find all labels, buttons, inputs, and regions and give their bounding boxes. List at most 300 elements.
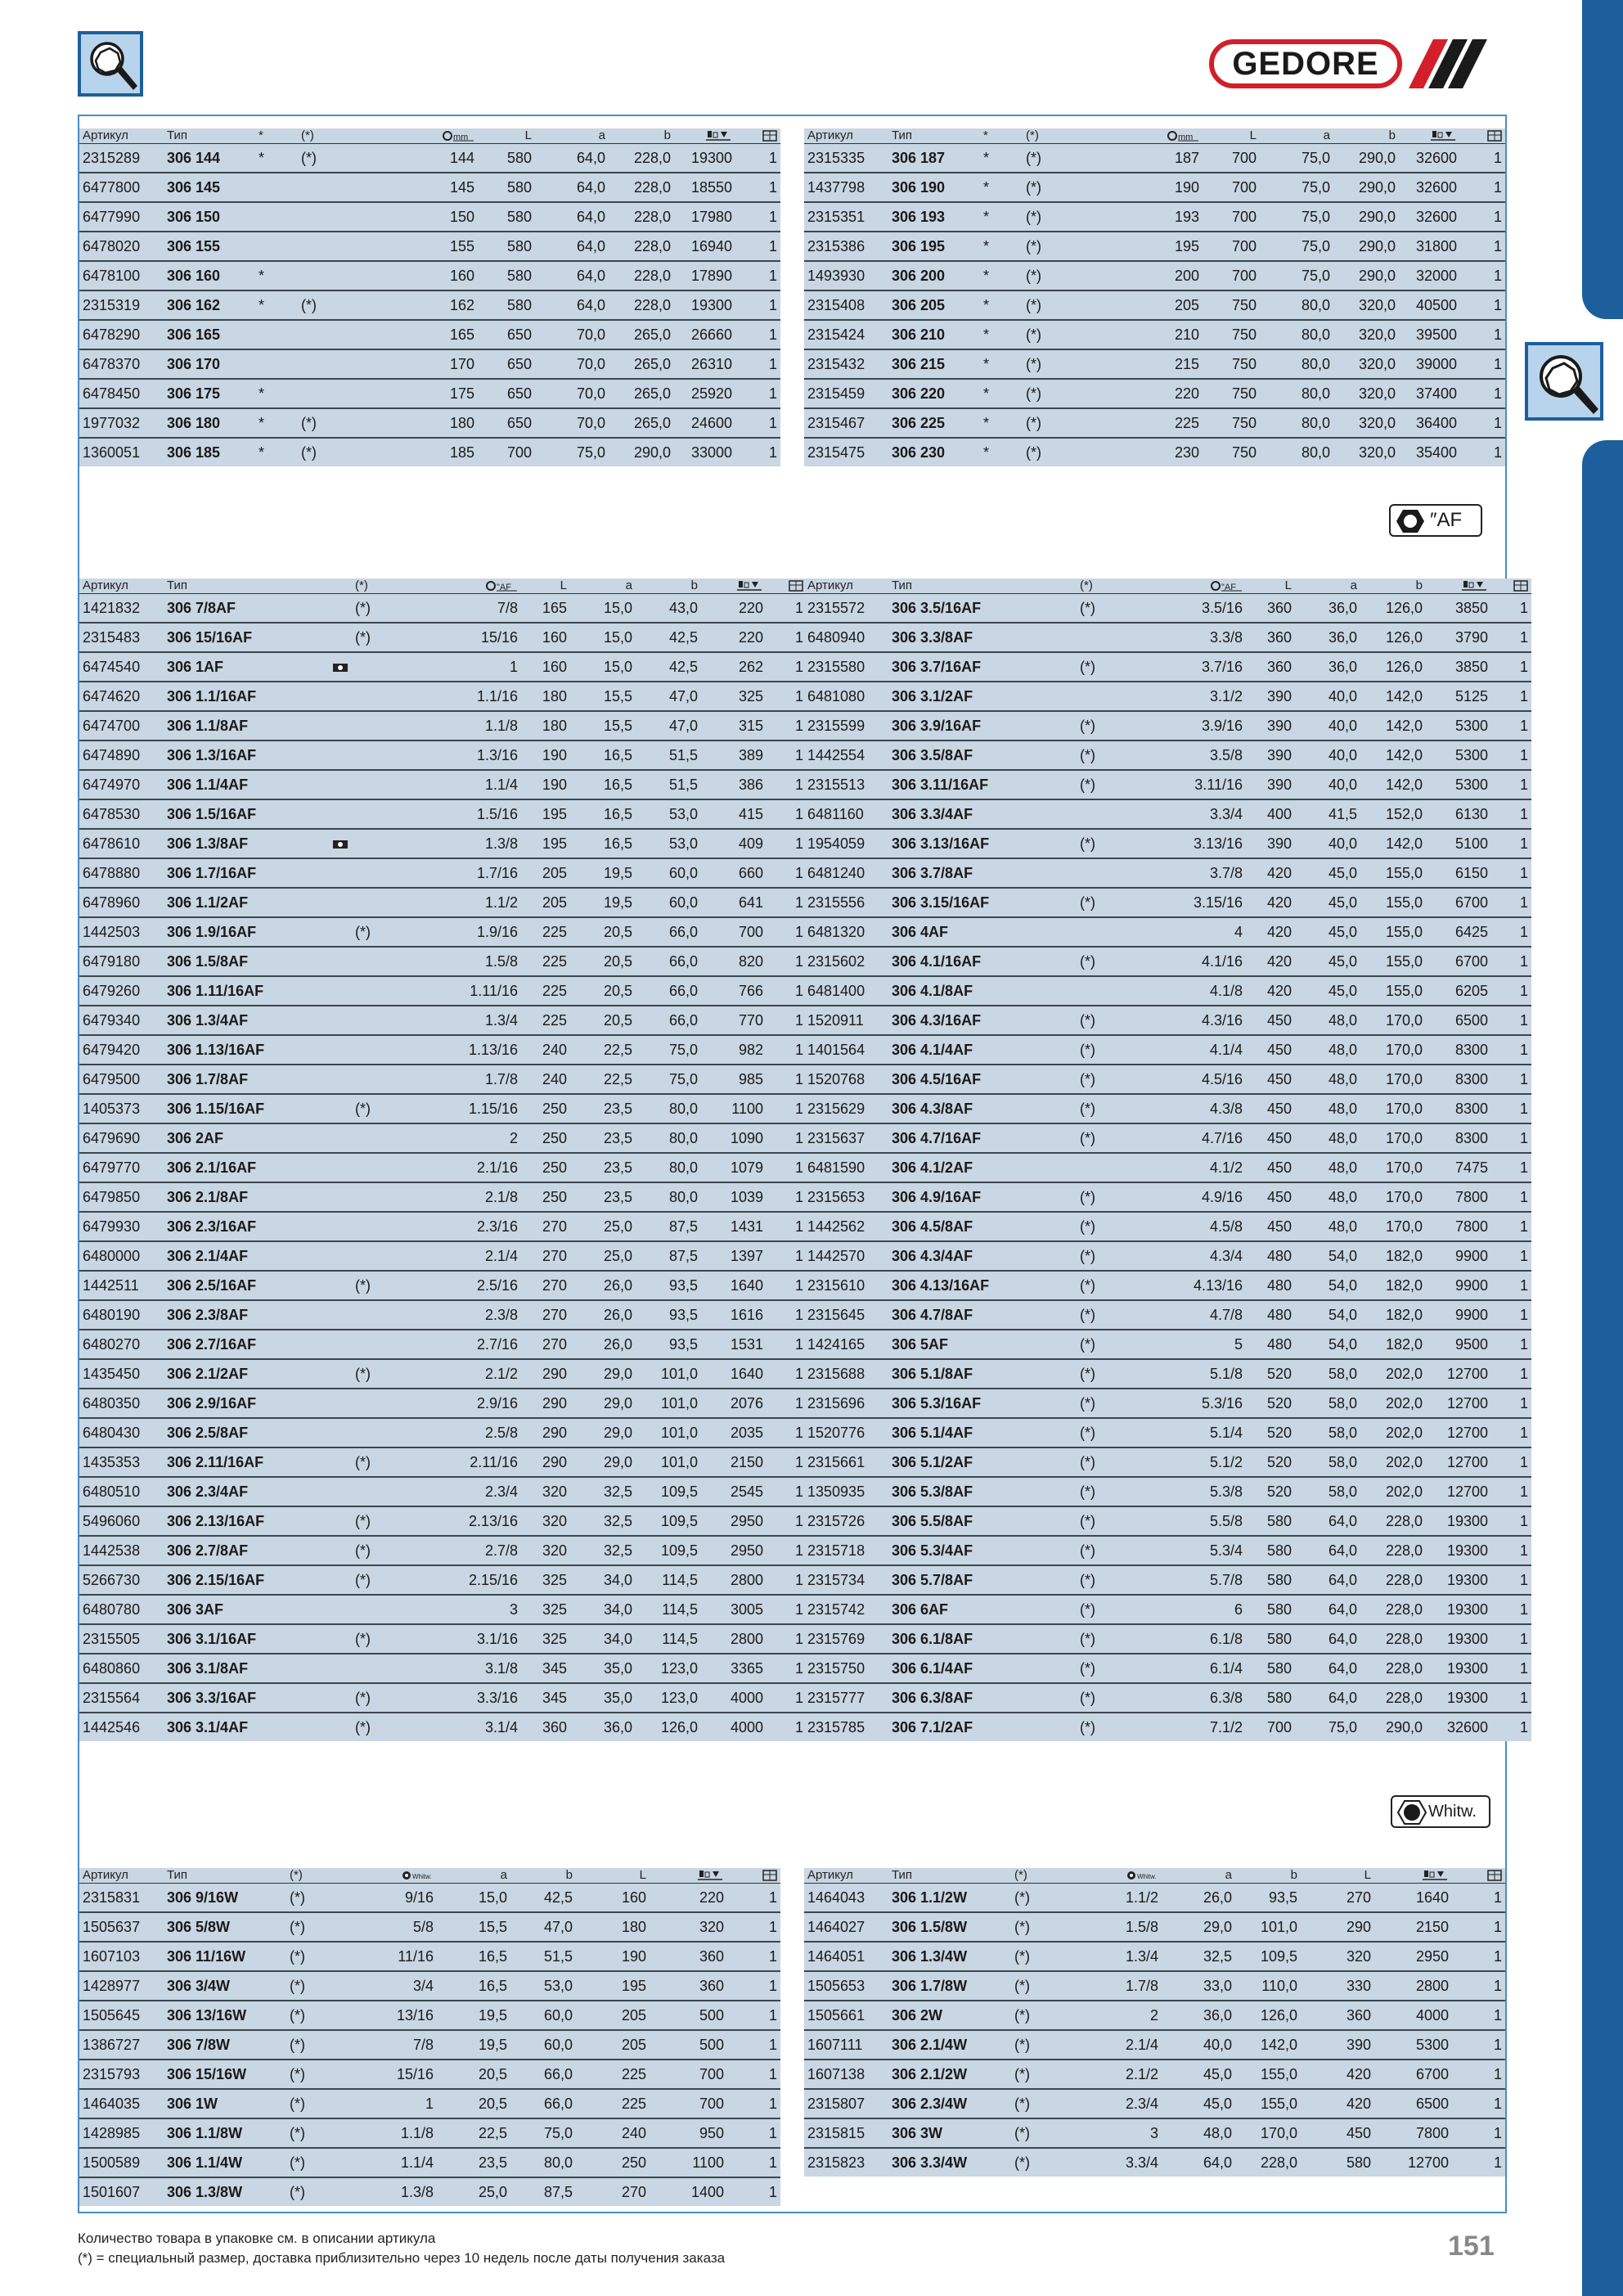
af-cell: 1 (767, 1477, 807, 1506)
af-cell: 1 (1491, 1683, 1531, 1713)
whitw-cell: 240 (576, 2118, 650, 2148)
af-cell: 2315602 (804, 947, 888, 976)
af-cell (1011, 1506, 1077, 1536)
af-cell (286, 1241, 352, 1271)
mm-cell: 1 (735, 202, 780, 232)
page-number: 151 (1448, 2231, 1495, 2262)
table-row (79, 1536, 807, 1565)
mm-cell: 290,0 (1333, 173, 1399, 202)
table-row (804, 1006, 1531, 1035)
mm-cell: 1437798 (804, 173, 888, 202)
whitw-cell: 2.1/4 (1085, 2030, 1162, 2060)
af-cell: 450 (1246, 1035, 1295, 1065)
whitw-header-7 (1374, 1868, 1452, 1884)
af-cell: 390 (1246, 682, 1295, 711)
af-cell: 6481320 (804, 917, 888, 947)
af-cell: (*) (1077, 888, 1167, 917)
af-cell: (*) (352, 623, 442, 652)
mm-cell: 1 (1493, 444, 1502, 461)
af-cell: 409 (701, 829, 767, 858)
whitw-cell: 13/16 (360, 2001, 437, 2030)
table-row (804, 438, 1505, 466)
af-cell: 2035 (701, 1418, 767, 1447)
whitw-cell: 23,5 (437, 2148, 510, 2177)
af-cell: (*) (1077, 1477, 1167, 1506)
mm-cell: 306 160 (164, 261, 255, 290)
af-cell: 165 (521, 594, 570, 624)
af-cell: 3.5/8 (1167, 741, 1246, 770)
af-cell: 3.1/4 (484, 1719, 518, 1736)
mm-cell: 39000 (1399, 349, 1460, 379)
af-cell: 306 6.1/4AF (888, 1654, 1011, 1683)
af-cell: 6480940 (804, 623, 888, 652)
af-cell: 75,0 (636, 1035, 701, 1065)
af-cell: 64,0 (1295, 1624, 1360, 1654)
whitw-cell: 1464043 (804, 1884, 888, 1913)
af-cell: 1090 (701, 1123, 767, 1153)
af-cell: 4.3/4 (1167, 1241, 1246, 1271)
mm-cell: 6478020 (79, 232, 164, 261)
af-cell: 306 1.7/16AF (164, 858, 286, 888)
af-cell: 325 (521, 1565, 570, 1595)
whitw-cell: 1 (727, 2060, 780, 2089)
whitw-cell: 306 1.7/8W (888, 1971, 1011, 2001)
table-row (804, 888, 1531, 917)
af-cell: 6474970 (79, 770, 164, 799)
whitw-cell: 25,0 (478, 2184, 507, 2200)
mm-cell: 1 (1460, 173, 1505, 202)
whitw-cell: 1501607 (83, 2184, 141, 2200)
af-cell: 48,0 (1295, 1123, 1360, 1153)
whitw-cell: 87,5 (543, 2184, 573, 2200)
whitw-cell: 1 (1452, 1971, 1505, 2001)
af-cell: 1421832 (79, 594, 164, 624)
af-cell (1011, 770, 1077, 799)
af-cell: 450 (1246, 1065, 1295, 1094)
af-cell: 2315564 (79, 1683, 164, 1713)
af-cell: 306 3.5/16AF (888, 594, 1011, 624)
af-cell: 58,0 (1295, 1477, 1360, 1506)
mm-cell: 750 (1203, 379, 1260, 408)
af-cell (352, 829, 442, 858)
af-cell (286, 1565, 352, 1595)
af-cell: 16,5 (570, 741, 636, 770)
af-cell: 12700 (1426, 1477, 1491, 1506)
af-cell: 12700 (1426, 1389, 1491, 1418)
whitw-cell: (*) (1011, 2118, 1085, 2148)
mm-cell: * (259, 444, 265, 461)
table-row (804, 2060, 1505, 2089)
af-cell: 450 (1246, 1123, 1295, 1153)
af-cell: (*) (1077, 1447, 1167, 1477)
af-cell: 1 (767, 770, 807, 799)
af-cell: 5.1/8 (1167, 1359, 1246, 1389)
whitw-cell: 1 (727, 2148, 780, 2177)
af-cell: 1 (767, 1300, 807, 1330)
af-cell: 23,5 (570, 1123, 636, 1153)
af-cell: 6478610 (79, 829, 164, 858)
af-cell: 306 4.3/4AF (888, 1241, 1011, 1271)
brand-logo: GEDORE (1209, 39, 1402, 88)
af-cell: 400 (1246, 799, 1295, 829)
af-cell: 4.5/16 (1167, 1065, 1246, 1094)
af-cell: 2315726 (804, 1506, 888, 1536)
whitw-cell: 45,0 (1162, 2060, 1235, 2089)
af-cell: 250 (521, 1182, 570, 1212)
af-cell: (*) (352, 1683, 442, 1713)
af-cell: 123,0 (636, 1683, 701, 1713)
svg-text:Whitw.: Whitw. (1137, 1873, 1157, 1881)
af-cell: 228,0 (1360, 1536, 1426, 1565)
table-row (804, 379, 1505, 408)
af-cell: 1442562 (804, 1212, 888, 1241)
table-row (79, 1713, 807, 1741)
af-cell: 386 (701, 770, 767, 799)
af-cell: 20,5 (570, 947, 636, 976)
af-cell: 170,0 (1360, 1094, 1426, 1123)
mm-cell: 1 (735, 173, 780, 202)
mm-cell: 2315424 (804, 320, 888, 349)
af-cell (352, 1241, 442, 1271)
af-cell: 1.11/16 (442, 976, 521, 1006)
af-cell: 2150 (701, 1447, 767, 1477)
af-cell: 306 6AF (888, 1595, 1011, 1624)
af-cell: 520 (1246, 1418, 1295, 1447)
af-cell: 6480510 (79, 1477, 164, 1506)
mm-cell: 32600 (1399, 173, 1460, 202)
af-cell (352, 1212, 442, 1241)
af-cell: 190 (521, 770, 570, 799)
mm-cell: 1 (1460, 261, 1505, 290)
af-cell: 2315629 (804, 1094, 888, 1123)
af-badge (1389, 504, 1482, 537)
af-cell: 1.3/4 (442, 1006, 521, 1035)
af-cell: 420 (1246, 858, 1295, 888)
af-cell: 66,0 (636, 917, 701, 947)
af-cell (286, 1330, 352, 1359)
mm-cell: * (980, 144, 1023, 173)
af-cell: (*) (352, 1359, 442, 1389)
af-cell: 306 3.13/16AF (888, 829, 1011, 858)
mm-cell: 750 (1231, 444, 1257, 461)
whitw-cell: (*) (1011, 1912, 1085, 1942)
af-cell: (*) (1077, 1006, 1167, 1035)
af-cell: 250 (521, 1094, 570, 1123)
af-cell (286, 1006, 352, 1035)
mm-header-0: Артикул (79, 128, 164, 144)
af-header-7: b (1360, 579, 1426, 594)
af-cell: 3850 (1426, 594, 1491, 624)
af-cell: 306 1.1/2AF (164, 888, 286, 917)
af-cell: 345 (521, 1654, 570, 1683)
table-row (804, 1971, 1505, 2001)
mm-cell: 750 (1203, 290, 1260, 320)
af-cell (352, 1654, 442, 1683)
af-cell: 155,0 (1360, 917, 1426, 947)
af-cell: 3.1/2 (1167, 682, 1246, 711)
af-cell: 1531 (701, 1330, 767, 1359)
whitw-cell: 225 (576, 2060, 650, 2089)
af-cell: 1 (767, 888, 807, 917)
af-cell: 114,5 (636, 1565, 701, 1595)
whitw-cell: 306 2.1/2W (888, 2060, 1011, 2089)
af-cell: 8300 (1426, 1035, 1491, 1065)
af-cell (352, 770, 442, 799)
af-cell (1011, 1065, 1077, 1094)
table-row (804, 1536, 1531, 1565)
af-cell (352, 947, 442, 976)
af-cell: 1 (1491, 1241, 1531, 1271)
af-cell: 48,0 (1295, 1065, 1360, 1094)
whitw-header-5: b (510, 1868, 576, 1884)
table-row (804, 770, 1531, 799)
af-cell (352, 741, 442, 770)
mm-cell: 1 (735, 232, 780, 261)
af-cell: 126,0 (1360, 652, 1426, 682)
whitw-cell: 1 (360, 2089, 437, 2118)
whitw-cell: 22,5 (437, 2118, 510, 2148)
af-cell: 1 (767, 1536, 807, 1565)
af-cell: 20,5 (570, 917, 636, 947)
af-cell: 60,0 (636, 858, 701, 888)
whitw-cell: (*) (286, 2060, 360, 2089)
hexagon-icon (1396, 508, 1425, 534)
af-cell (1011, 1565, 1077, 1595)
mm-header-1: Тип (888, 128, 980, 144)
af-cell: 1520768 (804, 1065, 888, 1094)
whitw-cell: 155,0 (1235, 2089, 1301, 2118)
af-cell: 306 2.7/8AF (164, 1536, 286, 1565)
mm-cell: * (255, 290, 298, 320)
af-cell: 1 (1491, 711, 1531, 741)
table-row (79, 976, 807, 1006)
af-cell: 1 (1491, 1595, 1531, 1624)
af-header-6: a (1295, 579, 1360, 594)
mm-cell: 1 (1460, 290, 1505, 320)
mm-cell: 650 (478, 320, 535, 349)
af-cell: 306 1.1/4AF (164, 770, 286, 799)
whitw-cell: 1505645 (79, 2001, 164, 2030)
brand-stripes-icon (1409, 39, 1507, 88)
af-cell: (*) (1077, 770, 1167, 799)
mm-cell: 306 193 (888, 202, 980, 232)
whitw-header-4: a (437, 1868, 510, 1884)
af-header-5: L (1246, 579, 1295, 594)
whitw-cell: 1 (727, 2118, 780, 2148)
whitw-cell: 306 7/8W (164, 2030, 286, 2060)
af-cell: 1 (1491, 1153, 1531, 1182)
af-cell (1011, 1153, 1077, 1182)
mm-cell: 228,0 (609, 173, 674, 202)
af-cell (1077, 682, 1167, 711)
af-cell: 75,0 (1328, 1719, 1357, 1736)
af-cell (286, 858, 352, 888)
whitw-cell: 500 (650, 2030, 727, 2060)
af-cell (352, 799, 442, 829)
af-cell: 58,0 (1295, 1418, 1360, 1447)
mm-cell (298, 202, 388, 232)
whitw-cell: 420 (1301, 2089, 1374, 2118)
af-cell: 4.1/2 (1167, 1153, 1246, 1182)
af-cell: 290 (521, 1389, 570, 1418)
af-cell: 1520911 (804, 1006, 888, 1035)
af-cell: (*) (1077, 1683, 1167, 1713)
af-header-2 (286, 579, 352, 594)
af-cell: 6.1/4 (1167, 1654, 1246, 1683)
af-cell: 1 (1491, 594, 1531, 624)
mm-cell: 700 (1203, 144, 1260, 173)
whitw-cell: 306 9/16W (164, 1884, 286, 1913)
af-cell: 1 (1491, 1389, 1531, 1418)
whitw-cell: 19,5 (437, 2001, 510, 2030)
table-row (804, 682, 1531, 711)
table-row (804, 594, 1531, 624)
af-cell: 1 (1491, 858, 1531, 888)
af-cell (352, 1477, 442, 1506)
af-cell: 29,0 (570, 1359, 636, 1389)
af-cell: 5100 (1426, 829, 1491, 858)
af-cell: 6500 (1426, 1006, 1491, 1035)
mm-cell: 580 (478, 144, 535, 173)
af-cell (352, 652, 442, 682)
af-cell: 126,0 (660, 1719, 698, 1736)
af-cell: 306 5.1/4AF (888, 1418, 1011, 1447)
table-row (79, 1300, 807, 1330)
af-cell: 1.1/8 (442, 711, 521, 741)
mm-cell: (*) (1023, 379, 1113, 408)
mm-cell: 306 180 (164, 408, 255, 438)
af-cell: 6425 (1426, 917, 1491, 947)
table-row (79, 858, 807, 888)
af-cell: 8300 (1426, 1065, 1491, 1094)
whitw-cell: 1464051 (804, 1942, 888, 1971)
af-cell: 306 4.7/8AF (888, 1300, 1011, 1330)
af-cell: (*) (1077, 1330, 1167, 1359)
mm-cell (298, 232, 388, 261)
mm-header-9 (1460, 128, 1505, 144)
table-row (79, 1447, 807, 1477)
af-cell: 700 (701, 917, 767, 947)
whitw-header-5: b (1235, 1868, 1301, 1884)
af-cell (1011, 829, 1077, 858)
table-row (804, 1595, 1531, 1624)
af-cell (1011, 1683, 1077, 1713)
af-cell: 306 4.1/2AF (888, 1153, 1011, 1182)
mm-cell: 18550 (674, 173, 735, 202)
whitw-header-8 (1452, 1868, 1505, 1884)
af-cell: 1 (1491, 1477, 1531, 1506)
af-cell: 306 2.11/16AF (164, 1447, 286, 1477)
af-cell: 15,5 (570, 682, 636, 711)
whitw-cell: 320 (650, 1912, 727, 1942)
af-cell: 1 (1491, 1654, 1531, 1683)
af-cell: 420 (1246, 888, 1295, 917)
af-cell: 4.1/16 (1167, 947, 1246, 976)
af-cell: 450 (1246, 1006, 1295, 1035)
table-row (804, 408, 1505, 438)
whitw-cell: 290 (1301, 1912, 1374, 1942)
mm-table-left (79, 128, 780, 466)
af-cell: 2315777 (804, 1683, 888, 1713)
af-cell: 170,0 (1360, 1212, 1426, 1241)
af-cell: 54,0 (1295, 1300, 1360, 1330)
af-cell: 225 (521, 976, 570, 1006)
mm-cell: 306 225 (888, 408, 980, 438)
af-cell: 5.7/8 (1167, 1565, 1246, 1595)
whitw-cell: 180 (576, 1912, 650, 1942)
mm-cell: 75,0 (576, 444, 605, 461)
af-cell: 1 (767, 858, 807, 888)
whitw-cell: 580 (1346, 2154, 1371, 2171)
af-cell: 270 (521, 1212, 570, 1241)
whitw-cell: 48,0 (1162, 2118, 1235, 2148)
af-cell: 306 3.1/2AF (888, 682, 1011, 711)
af-cell: (*) (1077, 1654, 1167, 1683)
af-cell: 195 (521, 799, 570, 829)
af-cell (1011, 1389, 1077, 1418)
af-cell: 520 (1246, 1447, 1295, 1477)
af-cell: 142,0 (1360, 682, 1426, 711)
mm-header-8 (674, 128, 735, 144)
af-cell: 262 (701, 652, 767, 682)
af-cell: 2315483 (79, 623, 164, 652)
whitw-cell: 1640 (1374, 1884, 1452, 1913)
af-cell: 520 (1246, 1359, 1295, 1389)
af-cell: 182,0 (1360, 1300, 1426, 1330)
table-row (79, 741, 807, 770)
af-cell: 6481400 (804, 976, 888, 1006)
af-cell: (*) (1077, 1506, 1167, 1536)
af-cell: 420 (1246, 976, 1295, 1006)
whitw-cell: 3 (1085, 2118, 1162, 2148)
af-cell: 205 (521, 858, 570, 888)
af-cell (1077, 623, 1167, 652)
whitw-cell: 270 (621, 2184, 646, 2200)
af-cell: 1520776 (804, 1418, 888, 1447)
af-cell: 306 5.1/8AF (888, 1359, 1011, 1389)
af-cell: 170,0 (1360, 1153, 1426, 1182)
mm-header-7: b (609, 128, 674, 144)
af-cell: 2315742 (804, 1595, 888, 1624)
af-cell: 306 6.1/8AF (888, 1624, 1011, 1654)
af-cell: 306 2AF (164, 1123, 286, 1153)
whitw-header-2: (*) (286, 1868, 360, 1884)
whitw-cell: (*) (286, 2148, 360, 2177)
mm-header-6: a (1260, 128, 1333, 144)
af-cell (286, 741, 352, 770)
mm-cell: 64,0 (535, 173, 609, 202)
mm-cell: 175 (388, 379, 478, 408)
table-row (804, 1418, 1531, 1447)
af-cell (286, 976, 352, 1006)
mm-cell: 306 187 (888, 144, 980, 173)
af-cell: 1.3/16 (442, 741, 521, 770)
whitw-cell: 228,0 (1260, 2154, 1297, 2171)
af-cell: 126,0 (1360, 594, 1426, 624)
af-cell: 45,0 (1295, 858, 1360, 888)
af-cell: 202,0 (1360, 1447, 1426, 1477)
af-cell: 306 5.3/4AF (888, 1536, 1011, 1565)
footnote-special: (*) = специальный размер, доставка приблизительно через 10 недель после даты получения заказа (78, 2250, 726, 2266)
af-cell: (*) (1077, 947, 1167, 976)
af-cell: 1.5/16 (442, 799, 521, 829)
table-row (804, 1359, 1531, 1389)
mm-cell: 35400 (1415, 444, 1457, 461)
table-row (79, 1094, 807, 1123)
whitw-cell: 33,0 (1162, 1971, 1235, 2001)
mm-cell: 306 220 (888, 379, 980, 408)
af-cell: 306 4.1/8AF (888, 976, 1011, 1006)
